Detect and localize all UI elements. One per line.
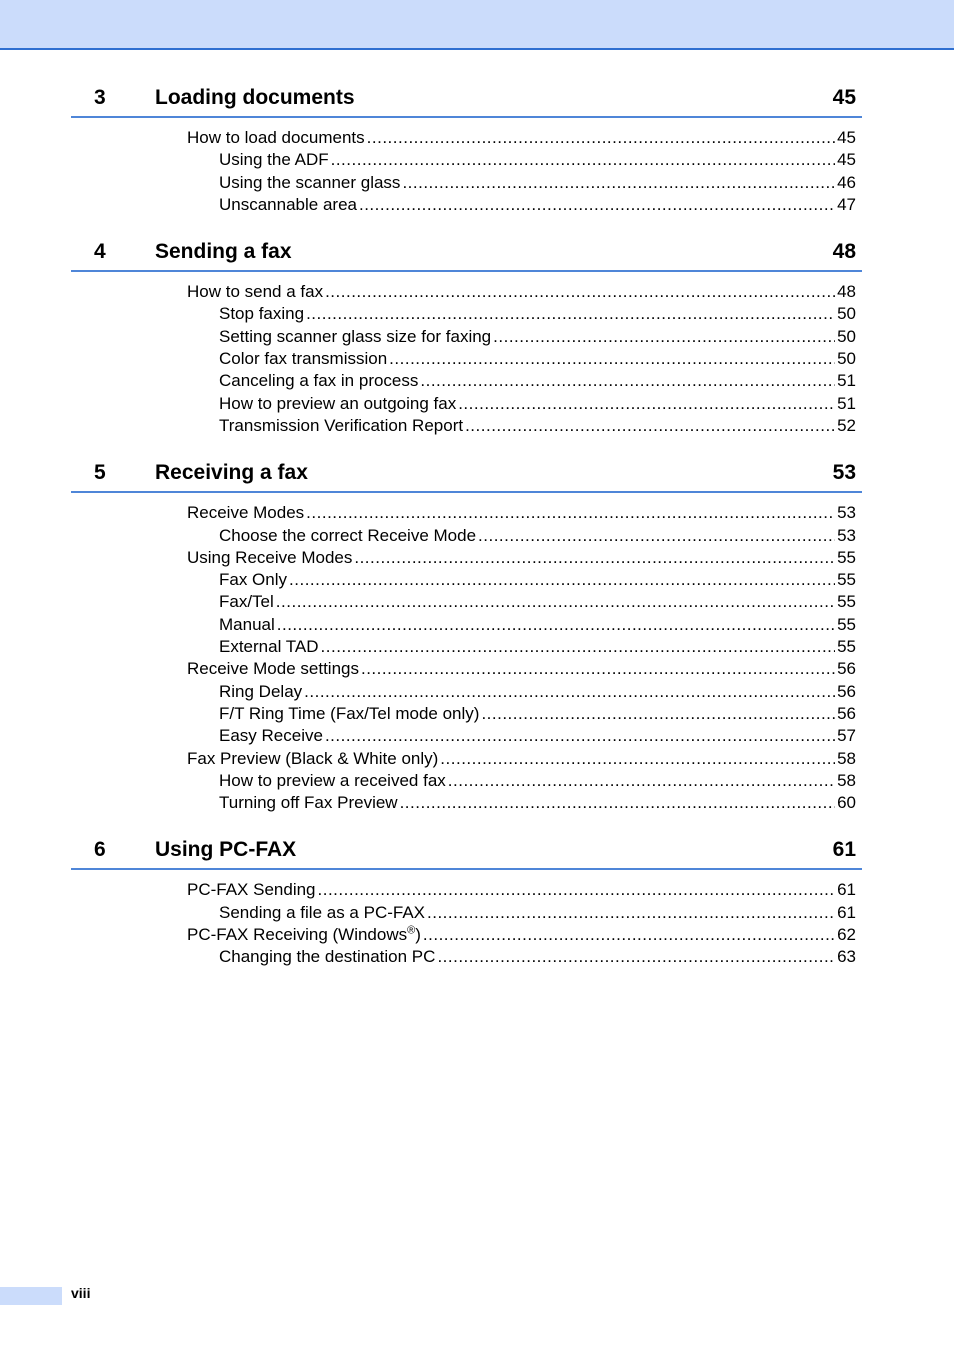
- toc-entry-page: 45: [837, 150, 856, 170]
- toc-entry-page: 56: [837, 703, 856, 723]
- toc-entry[interactable]: [71, 614, 856, 636]
- toc-entry-label: [187, 879, 316, 901]
- chapter-title: Sending a fax: [155, 240, 292, 264]
- dot-leader: [420, 370, 835, 392]
- chapter-heading[interactable]: [71, 238, 862, 272]
- dot-leader: [304, 681, 835, 703]
- toc-entry-page: 58: [837, 770, 856, 790]
- toc-entry-page: 47: [837, 194, 856, 214]
- toc-entry-label: [219, 703, 479, 725]
- toc-entry-page: 55: [837, 592, 856, 612]
- toc-entry-label: [219, 149, 329, 171]
- toc-entry-text: Color fax transmission: [219, 349, 388, 369]
- chapter-section: [71, 238, 862, 437]
- dot-leader: [318, 879, 836, 901]
- toc-entry[interactable]: [71, 879, 856, 901]
- chapter-title: Using PC-FAX: [155, 838, 297, 862]
- toc-entry[interactable]: [71, 591, 856, 613]
- toc-entry[interactable]: [71, 902, 856, 924]
- toc-entry-page: 61: [837, 880, 856, 900]
- registered-mark: ®: [407, 924, 416, 937]
- toc-entry-label: [219, 591, 274, 613]
- toc-entry-page: 51: [837, 371, 856, 391]
- toc-entry-page: 45: [837, 128, 856, 147]
- chapter-number: 3: [94, 86, 106, 109]
- toc-entry[interactable]: [71, 393, 856, 415]
- toc-entry-text: How to preview an outgoing fax: [219, 393, 457, 413]
- chapter-heading[interactable]: [71, 459, 862, 493]
- chapter-number: 6: [94, 838, 106, 862]
- chapter-title: Loading documents: [155, 86, 355, 109]
- toc-entry-label: [187, 658, 359, 680]
- toc-entry[interactable]: [71, 127, 856, 149]
- toc-entry-text: Fax Preview (Black & White only): [187, 748, 439, 768]
- toc-entry[interactable]: [71, 703, 856, 725]
- toc-entry-label: [219, 946, 435, 968]
- toc-entry-text: F/T Ring Time (Fax/Tel mode only): [219, 703, 480, 723]
- toc-entry-label: [187, 748, 438, 770]
- toc-entry-label: [187, 127, 365, 149]
- toc-entry[interactable]: [71, 172, 856, 194]
- toc-entry-text: PC-FAX Sending: [187, 880, 316, 900]
- toc-entry-text: Ring Delay: [219, 681, 303, 701]
- toc-entry-label: [219, 194, 357, 216]
- toc-entry-label: [187, 502, 304, 524]
- header-band: [0, 0, 954, 50]
- toc-entry-label: [219, 681, 302, 703]
- toc-entry[interactable]: [71, 658, 856, 680]
- chapter-section: [71, 459, 862, 814]
- toc-entry-label: [219, 303, 304, 325]
- toc-entry-page: 50: [837, 326, 856, 346]
- toc-entry-text: How to send a fax: [187, 282, 324, 302]
- dot-leader: [427, 902, 835, 924]
- toc-entry-page: 58: [837, 748, 856, 768]
- toc-entry-page: 50: [837, 304, 856, 324]
- footer-band: [0, 1287, 62, 1305]
- chapter-section: [71, 836, 862, 968]
- toc-entry-text: How to load documents: [187, 128, 365, 147]
- chapter-heading[interactable]: [71, 84, 862, 118]
- toc-entry-label: [187, 924, 421, 946]
- toc-entry[interactable]: [71, 303, 856, 325]
- toc-entry-text: Changing the destination PC: [219, 947, 436, 967]
- chapter-page: 45: [832, 86, 856, 109]
- dot-leader: [276, 591, 835, 613]
- toc-entry-text: Turning off Fax Preview: [219, 793, 398, 813]
- toc-entry-label: [219, 725, 323, 747]
- dot-leader: [277, 614, 835, 636]
- toc-entry-text: Receive Mode settings: [187, 659, 359, 679]
- toc-entry-label: [219, 792, 398, 814]
- dot-leader: [465, 415, 835, 437]
- toc-entry-label: [219, 370, 418, 392]
- toc-entry-page: 53: [837, 503, 856, 523]
- toc-entry[interactable]: [71, 348, 856, 370]
- dot-leader: [448, 770, 835, 792]
- toc-entry-text: Sending a file as a PC-FAX: [219, 902, 426, 922]
- table-of-contents: [71, 84, 862, 991]
- dot-leader: [354, 547, 835, 569]
- dot-leader: [359, 194, 835, 216]
- toc-entry-page: 56: [837, 681, 856, 701]
- toc-entry[interactable]: [71, 636, 856, 658]
- dot-leader: [478, 525, 835, 547]
- toc-entry-page: 57: [837, 726, 856, 746]
- toc-entry[interactable]: [71, 547, 856, 569]
- chapter-heading[interactable]: [71, 836, 862, 870]
- toc-entry-suffix: ): [415, 925, 421, 945]
- toc-entry-page: 48: [837, 282, 856, 302]
- toc-entry-page: 46: [837, 172, 856, 192]
- dot-leader: [389, 348, 835, 370]
- toc-entry-text: Stop faxing: [219, 304, 305, 324]
- toc-entry[interactable]: [71, 681, 856, 703]
- toc-entry-page: 60: [837, 793, 856, 813]
- toc-entry-page: 53: [837, 525, 856, 545]
- toc-entry-page: 56: [837, 659, 856, 679]
- toc-entry[interactable]: [71, 748, 856, 770]
- toc-entry-text: Transmission Verification Report: [219, 415, 464, 435]
- dot-leader: [306, 502, 835, 524]
- dot-leader: [481, 703, 835, 725]
- toc-entry-text: PC-FAX Receiving (Windows: [187, 925, 408, 945]
- chapter-section: [71, 84, 862, 216]
- toc-entry-page: 51: [837, 393, 856, 413]
- toc-entry-page: 55: [837, 637, 856, 657]
- toc-entry-label: [219, 415, 463, 437]
- toc-entry-text: Using the scanner glass: [219, 172, 401, 192]
- toc-entry-page: 55: [837, 614, 856, 634]
- dot-leader: [423, 924, 835, 946]
- toc-entry-text: Using Receive Modes: [187, 547, 353, 567]
- toc-entry-label: [219, 525, 476, 547]
- chapter-page: 53: [832, 461, 856, 485]
- toc-entry-label: [187, 547, 352, 569]
- chapter-title: Receiving a fax: [155, 461, 308, 485]
- toc-entry-page: 50: [837, 349, 856, 369]
- toc-entry[interactable]: [71, 370, 856, 392]
- chapter-page: 61: [832, 838, 856, 862]
- toc-entry[interactable]: [71, 502, 856, 524]
- dot-leader: [493, 326, 835, 348]
- toc-entry[interactable]: [71, 415, 856, 437]
- chapter-page: 48: [832, 240, 856, 264]
- toc-entry[interactable]: [71, 792, 856, 814]
- toc-entry-page: 52: [837, 415, 856, 435]
- toc-entry-text: Fax Only: [219, 570, 288, 590]
- dot-leader: [437, 946, 835, 968]
- dot-leader: [331, 149, 835, 171]
- toc-entry-text: Manual: [219, 614, 275, 634]
- dot-leader: [367, 127, 835, 149]
- dot-leader: [306, 303, 835, 325]
- toc-entry-text: External TAD: [219, 637, 319, 657]
- toc-entry-label: [219, 393, 456, 415]
- toc-entry-text: How to preview a received fax: [219, 770, 446, 790]
- dot-leader: [361, 658, 835, 680]
- toc-entry[interactable]: [71, 525, 856, 547]
- dot-leader: [325, 725, 835, 747]
- toc-entry[interactable]: [71, 326, 856, 348]
- toc-entry-text: Unscannable area: [219, 194, 357, 214]
- toc-entry[interactable]: [71, 770, 856, 792]
- dot-leader: [440, 748, 835, 770]
- toc-entry-text: Canceling a fax in process: [219, 371, 419, 391]
- dot-leader: [458, 393, 835, 415]
- toc-entry[interactable]: [71, 149, 856, 171]
- toc-entry-text: Easy Receive: [219, 726, 323, 746]
- toc-entry[interactable]: [71, 725, 856, 747]
- toc-entry-text: Receive Modes: [187, 503, 305, 523]
- chapter-number: 4: [94, 240, 106, 264]
- chapter-number: 5: [94, 461, 106, 485]
- page-number: viii: [71, 1285, 91, 1301]
- toc-entry-page: 55: [837, 570, 856, 590]
- toc-entry-label: [219, 348, 387, 370]
- dot-leader: [400, 792, 836, 814]
- toc-entry-label: [219, 614, 275, 636]
- toc-entry-page: 62: [837, 925, 856, 945]
- toc-entry-text: Using the ADF: [219, 150, 329, 170]
- toc-entry-label: [219, 636, 319, 658]
- toc-entry-label: [219, 172, 400, 194]
- toc-entry-label: [219, 569, 287, 591]
- toc-entry[interactable]: [71, 924, 856, 946]
- toc-entry-page: 55: [837, 547, 856, 567]
- toc-entry-page: 63: [837, 947, 856, 967]
- toc-entry-label: [219, 902, 425, 924]
- toc-entry-text: Choose the correct Receive Mode: [219, 525, 477, 545]
- toc-entry-label: [219, 326, 491, 348]
- toc-entry[interactable]: [71, 194, 856, 216]
- dot-leader: [321, 636, 836, 658]
- dot-leader: [402, 172, 835, 194]
- toc-entry[interactable]: [71, 946, 856, 968]
- toc-entry-text: Setting scanner glass size for faxing: [219, 326, 492, 346]
- dot-leader: [289, 569, 835, 591]
- toc-entry-page: 61: [837, 902, 856, 922]
- dot-leader: [325, 281, 835, 303]
- toc-entry[interactable]: [71, 569, 856, 591]
- toc-entry-label: [187, 281, 323, 303]
- toc-entry[interactable]: [71, 281, 856, 303]
- toc-entry-text: Fax/Tel: [219, 592, 274, 612]
- toc-entry-label: [219, 770, 446, 792]
